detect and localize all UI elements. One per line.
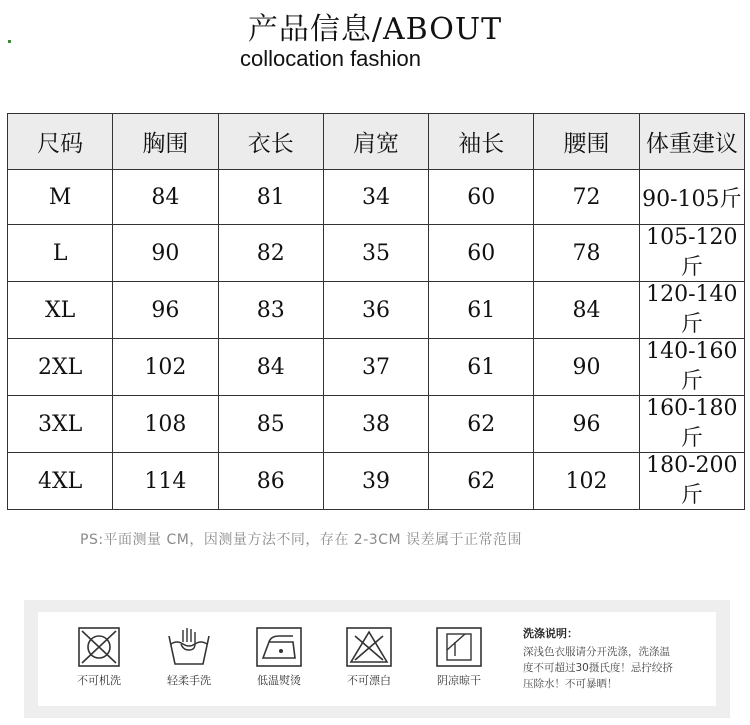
cell-chest: 90 [113, 225, 218, 282]
care-item-low-iron [234, 626, 324, 688]
cell-chest: 102 [113, 339, 218, 396]
hand-wash-icon [144, 626, 234, 668]
decorative-dot [8, 40, 11, 43]
cell-sleeve: 61 [429, 282, 534, 339]
cell-waist: 84 [534, 282, 639, 339]
care-label: 低温熨烫 [257, 674, 301, 687]
cell-weight: 180-200斤 [639, 453, 744, 510]
header-waist: 腰围 [534, 114, 639, 170]
care-label: 轻柔手洗 [167, 674, 211, 687]
cell-size: XL [8, 282, 113, 339]
cell-chest: 96 [113, 282, 218, 339]
care-label: 不可机洗 [77, 674, 121, 687]
low-iron-icon [234, 626, 324, 668]
cell-shoulder: 36 [323, 282, 428, 339]
cell-waist: 102 [534, 453, 639, 510]
header-sleeve: 袖长 [429, 114, 534, 170]
cell-chest: 84 [113, 170, 218, 225]
cell-weight: 105-120斤 [639, 225, 744, 282]
header-length: 衣长 [218, 114, 323, 170]
cell-size: M [8, 170, 113, 225]
cell-size: L [8, 225, 113, 282]
cell-sleeve: 60 [429, 170, 534, 225]
cell-length: 82 [218, 225, 323, 282]
cell-sleeve: 60 [429, 225, 534, 282]
header-shoulder: 肩宽 [323, 114, 428, 170]
no-machine-wash-icon [54, 626, 144, 668]
table-row [8, 170, 745, 225]
cell-weight: 160-180斤 [639, 396, 744, 453]
size-table [7, 113, 745, 510]
cell-sleeve: 62 [429, 453, 534, 510]
header-chest: 胸围 [113, 114, 218, 170]
wash-instructions-line: 深浅色衣服请分开洗涤，洗涤温 [523, 646, 670, 658]
cell-shoulder: 35 [323, 225, 428, 282]
cell-weight: 90-105斤 [639, 170, 744, 225]
cell-weight: 120-140斤 [639, 282, 744, 339]
cell-size: 3XL [8, 396, 113, 453]
header-weight: 体重建议 [639, 114, 744, 170]
cell-chest: 114 [113, 453, 218, 510]
cell-waist: 96 [534, 396, 639, 453]
cell-sleeve: 62 [429, 396, 534, 453]
cell-length: 81 [218, 170, 323, 225]
cell-length: 85 [218, 396, 323, 453]
size-table-header [8, 114, 745, 170]
wash-instructions-line: 压除水！不可暴晒！ [523, 678, 618, 690]
care-card [38, 612, 716, 706]
cell-shoulder: 39 [323, 453, 428, 510]
page-title: 产品信息/ABOUT [247, 12, 503, 47]
care-item-hand-wash [144, 626, 234, 688]
table-row [8, 453, 745, 510]
wash-instructions [523, 626, 709, 692]
cell-shoulder: 38 [323, 396, 428, 453]
care-item-no-machine-wash [54, 626, 144, 688]
cell-waist: 78 [534, 225, 639, 282]
shade-dry-icon [414, 626, 504, 668]
cell-weight: 140-160斤 [639, 339, 744, 396]
page-subtitle: collocation fashion [240, 46, 422, 71]
care-item-no-bleach [324, 626, 414, 688]
care-panel [24, 600, 730, 718]
header-size: 尺码 [8, 114, 113, 170]
measurement-note: PS:平面测量 CM，因测量方法不同，存在 2-3CM 误差属于正常范围 [80, 532, 522, 548]
cell-shoulder: 37 [323, 339, 428, 396]
table-row [8, 225, 745, 282]
care-item-shade-dry [414, 626, 504, 688]
cell-size: 4XL [8, 453, 113, 510]
cell-length: 83 [218, 282, 323, 339]
cell-size: 2XL [8, 339, 113, 396]
wash-instructions-title: 洗涤说明： [523, 627, 578, 640]
cell-length: 86 [218, 453, 323, 510]
care-label: 不可漂白 [347, 674, 391, 687]
cell-chest: 108 [113, 396, 218, 453]
cell-shoulder: 34 [323, 170, 428, 225]
table-row [8, 282, 745, 339]
cell-sleeve: 61 [429, 339, 534, 396]
cell-length: 84 [218, 339, 323, 396]
table-row [8, 339, 745, 396]
care-label: 阴凉晾干 [437, 674, 481, 687]
table-row [8, 396, 745, 453]
wash-instructions-line: 度不可超过30摄氏度！忌拧绞挤 [523, 662, 673, 674]
cell-waist: 72 [534, 170, 639, 225]
cell-waist: 90 [534, 339, 639, 396]
no-bleach-icon [324, 626, 414, 668]
